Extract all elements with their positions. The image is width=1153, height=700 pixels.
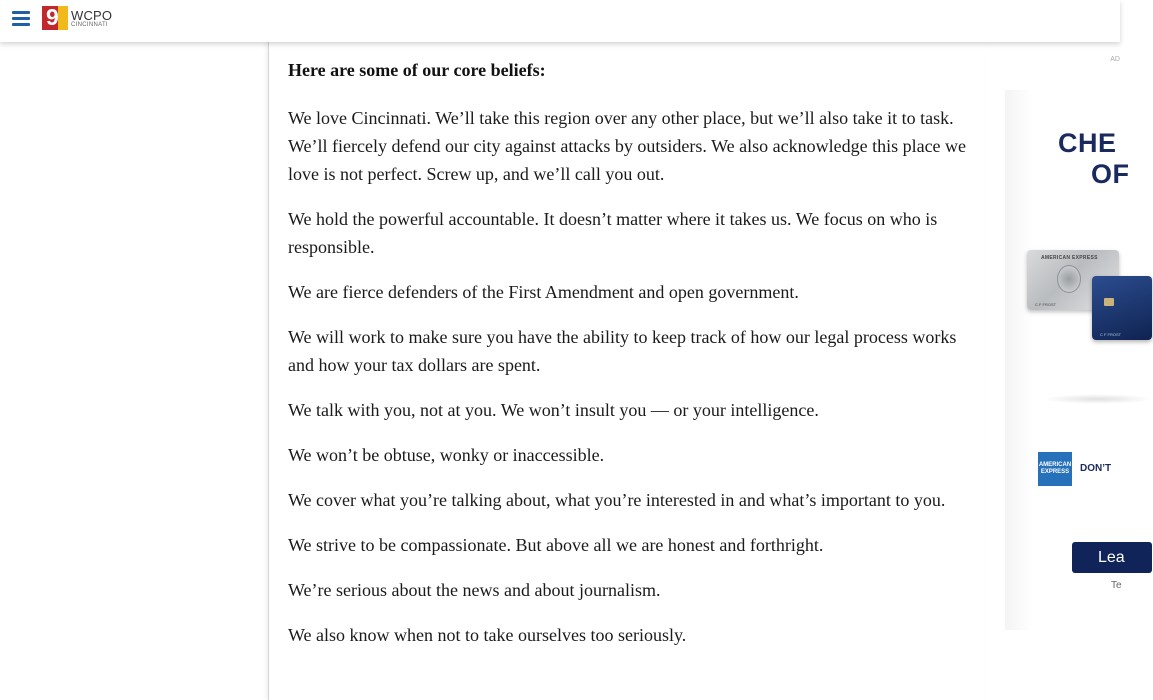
- advertisement[interactable]: [1005, 90, 1145, 630]
- paragraph-legal-process: We will work to make sure you have the ability to keep track of how our legal process works and how your tax dollars are spent.: [288, 327, 957, 375]
- core-beliefs-heading: Here are some of our core beliefs:: [288, 60, 546, 80]
- ad-terms-link[interactable]: Te: [1111, 580, 1122, 591]
- paragraph-love-cincinnati: We love Cincinnati. We’ll take this region over any other place, but we’ll also take it to task. We’ll fiercely defend our city against attacks by outsiders. We also acknowledge this place we love is not perfect. Screw up, and we’ll call you out.: [288, 108, 967, 184]
- paragraph-not-obtuse: We won’t be obtuse, wonky or inaccessible.: [288, 445, 605, 465]
- logo-numeral: 9: [46, 4, 59, 30]
- ad-headline-line-2: OF: [1091, 159, 1130, 189]
- paragraph-talk-with-you: We talk with you, not at you. We won’t insult you — or your intelligence.: [288, 400, 819, 420]
- article-column: [268, 0, 985, 700]
- amex-logo-icon: [1038, 452, 1072, 486]
- paragraph-serious-news: We’re serious about the news and about journalism.: [288, 580, 661, 600]
- ad-headline-line-1: CHE: [1058, 128, 1117, 158]
- amex-logo-line-2: EXPRESS: [1040, 469, 1070, 475]
- site-header: [0, 0, 1120, 42]
- site-logo[interactable]: [42, 6, 112, 30]
- chip-icon: [1104, 298, 1114, 306]
- paragraph-compassionate: We strive to be compassionate. But above all we are honest and forthright.: [288, 535, 824, 555]
- logo-brand: WCPO: [71, 7, 113, 23]
- amex-logo-line-1: AMERICAN: [1038, 462, 1072, 468]
- paragraph-not-too-serious: We also know when not to take ourselves too seriously.: [288, 625, 687, 645]
- centurion-icon: [1057, 265, 1081, 293]
- amex-slogan: DON’T: [1080, 463, 1112, 474]
- blue-card-holder-name: C F FROST: [1100, 332, 1122, 337]
- paragraph-cover-interests: We cover what you’re talking about, what you’re interested in and what’s important to you.: [288, 490, 946, 510]
- logo-mark-icon: [42, 6, 68, 30]
- menu-icon[interactable]: [12, 11, 30, 27]
- logo-text: [71, 9, 112, 28]
- paragraph-accountability: We hold the powerful accountable. It doesn’t matter where it takes us. We focus on who is responsible.: [288, 209, 938, 257]
- card-holder-name: C F FROST: [1035, 302, 1057, 307]
- ad-headline: [1058, 128, 1130, 190]
- logo-city: CINCINNATI: [71, 21, 108, 28]
- blue-card-image: [1092, 276, 1152, 340]
- ad-card-shadow: [1043, 394, 1153, 404]
- ad-learn-more-button[interactable]: Lea: [1072, 542, 1152, 573]
- paragraph-first-amendment: We are fierce defenders of the First Amendment and open government.: [288, 282, 799, 302]
- ad-label: AD: [1110, 56, 1120, 63]
- card-issuer-text: AMERICAN EXPRESS: [1041, 255, 1098, 261]
- article-body: [288, 104, 968, 666]
